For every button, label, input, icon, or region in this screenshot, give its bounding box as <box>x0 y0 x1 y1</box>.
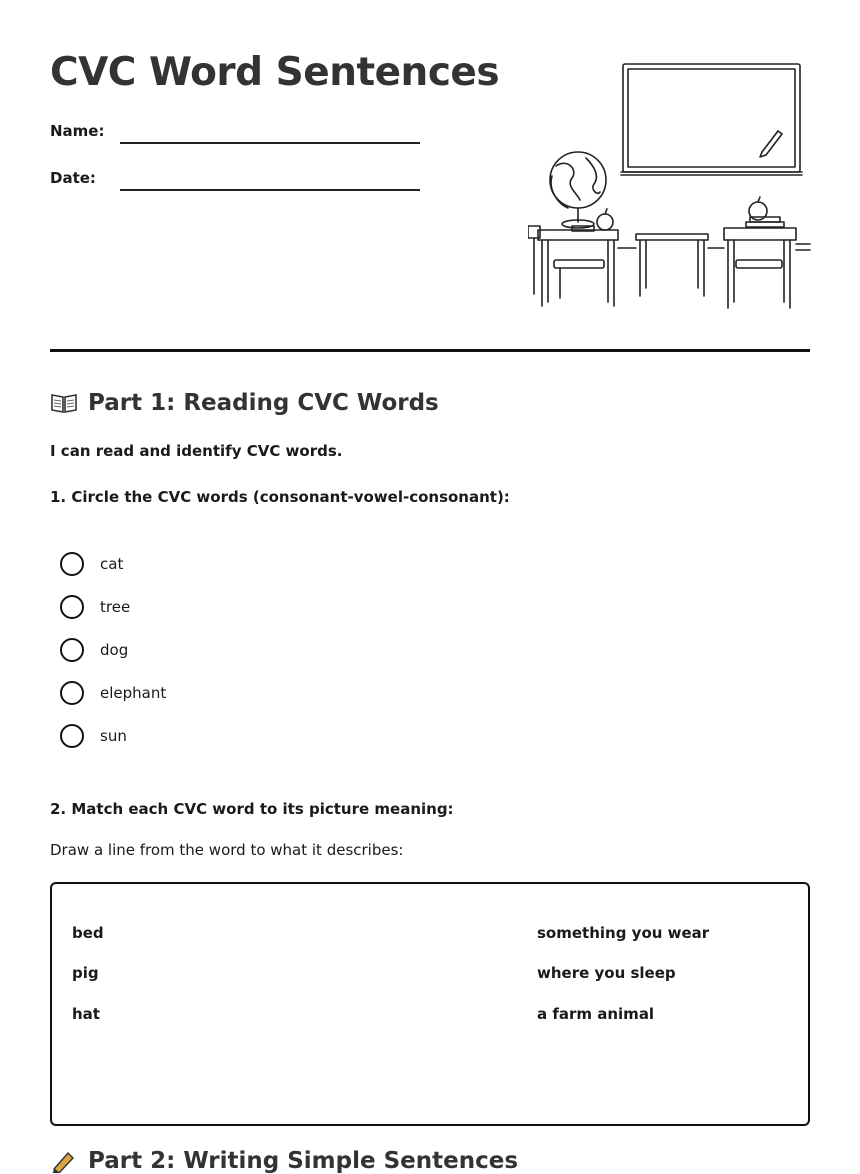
option-label: cat <box>100 555 124 573</box>
option-label: dog <box>100 641 129 659</box>
circle-icon[interactable] <box>60 552 84 576</box>
match-left-bed[interactable]: bed <box>72 924 104 942</box>
option-cat[interactable] <box>60 552 123 576</box>
header-divider <box>50 349 810 352</box>
match-right-sleep[interactable]: where you sleep <box>537 964 676 982</box>
match-left-hat[interactable]: hat <box>72 1005 100 1023</box>
option-label: tree <box>100 598 131 616</box>
date-label: Date: <box>50 169 96 187</box>
match-left-pig[interactable]: pig <box>72 964 99 982</box>
pencil-icon <box>50 1149 78 1173</box>
part1-objective: I can read and identify CVC words. <box>50 442 343 460</box>
part1-title <box>50 390 439 416</box>
part2-title <box>50 1148 518 1174</box>
name-input-line[interactable] <box>120 142 420 144</box>
worksheet-page <box>50 0 810 1174</box>
option-dog[interactable] <box>60 638 128 662</box>
part1-title-text: Part 1: Reading CVC Words <box>88 390 439 416</box>
option-tree[interactable] <box>60 595 130 619</box>
option-label: sun <box>100 727 127 745</box>
page-title: CVC Word Sentences <box>50 50 500 95</box>
q1-prompt: 1. Circle the CVC words (consonant-vowel-consonant): <box>50 488 510 506</box>
q2-prompt: 2. Match each CVC word to its picture meaning: <box>50 800 454 818</box>
part2-title-text: Part 2: Writing Simple Sentences <box>88 1148 519 1174</box>
date-input-line[interactable] <box>120 189 420 191</box>
option-elephant[interactable] <box>60 681 166 705</box>
circle-icon[interactable] <box>60 681 84 705</box>
option-sun[interactable] <box>60 724 127 748</box>
matching-box[interactable] <box>50 882 810 1126</box>
q2-instruction: Draw a line from the word to what it describes: <box>50 841 404 859</box>
circle-icon[interactable] <box>60 595 84 619</box>
circle-icon[interactable] <box>60 638 84 662</box>
classroom-illustration <box>528 58 813 314</box>
open-book-icon <box>50 391 78 415</box>
match-right-wear[interactable]: something you wear <box>537 924 710 942</box>
name-label: Name: <box>50 122 105 140</box>
option-label: elephant <box>100 684 167 702</box>
match-right-farm[interactable]: a farm animal <box>537 1005 655 1023</box>
circle-icon[interactable] <box>60 724 84 748</box>
